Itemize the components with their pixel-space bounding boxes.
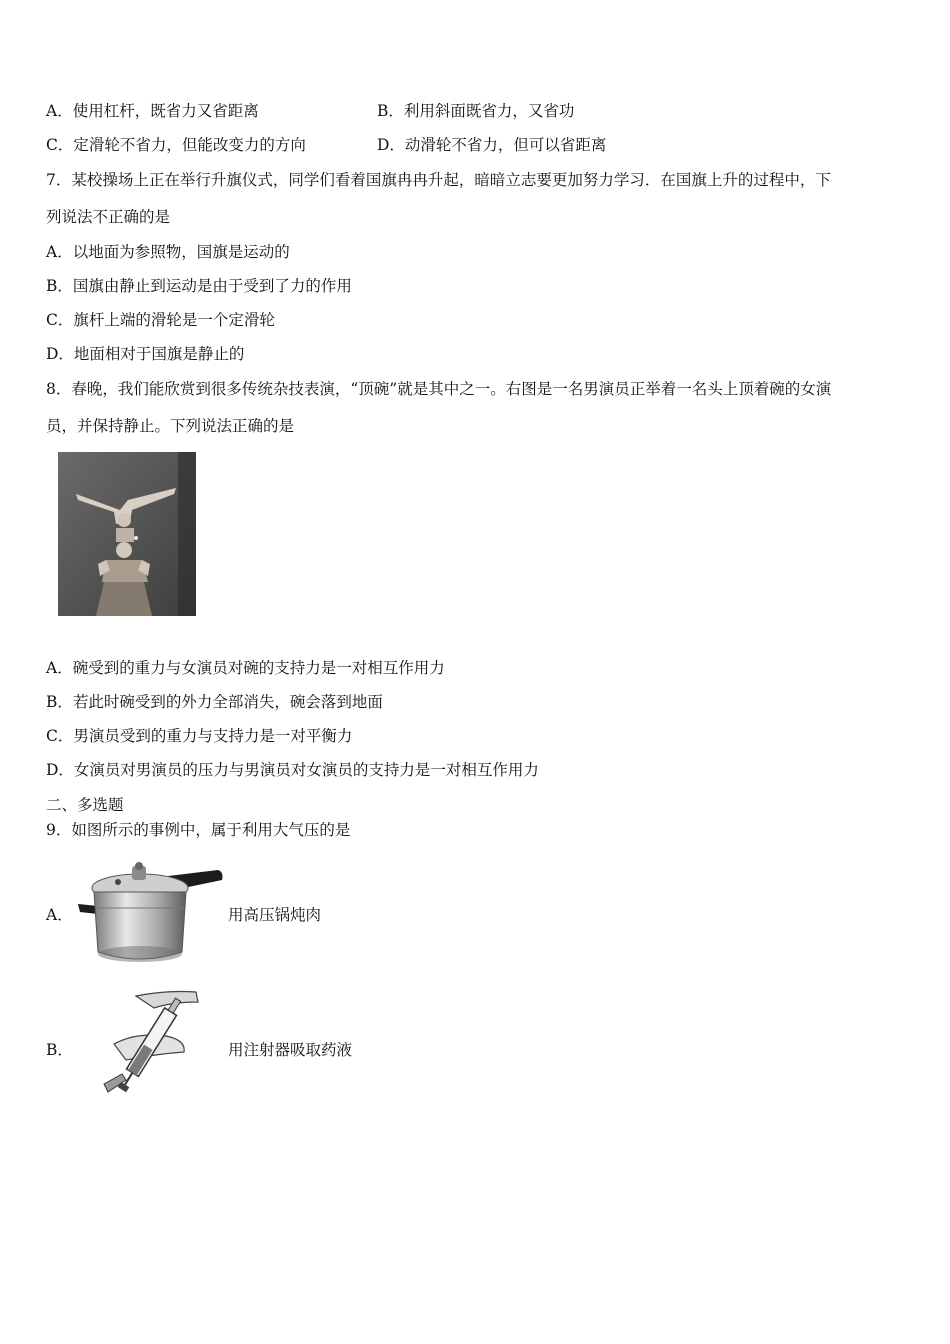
acrobat-photo [58, 452, 196, 616]
q9-option-b-text: 用注射器吸取药液 [228, 1041, 353, 1059]
section-title: 二、多选题 [46, 796, 124, 814]
q9-stem: 9．如图所示的事例中，属于利用大气压的是 [46, 821, 351, 839]
q6-option-b: B．利用斜面既省力，又省功 [377, 102, 575, 120]
q9-option-a-text: 用高压锅炖肉 [228, 906, 322, 924]
q7-option-d: D．地面相对于国旗是静止的 [46, 345, 245, 363]
q9-option-b-letter: B． [46, 1041, 73, 1059]
q8-option-a: A．碗受到的重力与女演员对碗的支持力是一对相互作用力 [46, 659, 445, 677]
q7-option-b: B．国旗由静止到运动是由于受到了力的作用 [46, 277, 352, 295]
q6-option-c: C．定滑轮不省力，但能改变力的方向 [46, 136, 306, 154]
q8-option-c: C．男演员受到的重力与支持力是一对平衡力 [46, 727, 353, 745]
q6-option-a: A．使用杠杆，既省力又省距离 [46, 102, 259, 120]
q7-option-c: C．旗杆上端的滑轮是一个定滑轮 [46, 311, 275, 329]
q8-stem-line1: 8．春晚，我们能欣赏到很多传统杂技表演，“顶碗”就是其中之一。右图是一名男演员正举着一名头上顶着碗的女演 [46, 380, 832, 398]
q7-stem-line2: 列说法不正确的是 [46, 208, 171, 226]
q8-stem-line2: 员，并保持静止。下列说法正确的是 [46, 417, 295, 435]
q6-option-d: D．动滑轮不省力，但可以省距离 [377, 136, 607, 154]
q9-option-a-letter: A． [46, 906, 73, 924]
q8-option-b: B．若此时碗受到的外力全部消失，碗会落到地面 [46, 693, 383, 711]
pressure-cooker-image [78, 858, 228, 968]
q7-stem-line1: 7．某校操场上正在举行升旗仪式，同学们看着国旗冉冉升起，暗暗立志要更加努力学习．在国旗上升的过程中，下 [46, 171, 831, 189]
q7-option-a: A．以地面为参照物，国旗是运动的 [46, 243, 290, 261]
q8-option-d: D．女演员对男演员的压力与男演员对女演员的支持力是一对相互作用力 [46, 761, 539, 779]
syringe-image [96, 988, 206, 1098]
